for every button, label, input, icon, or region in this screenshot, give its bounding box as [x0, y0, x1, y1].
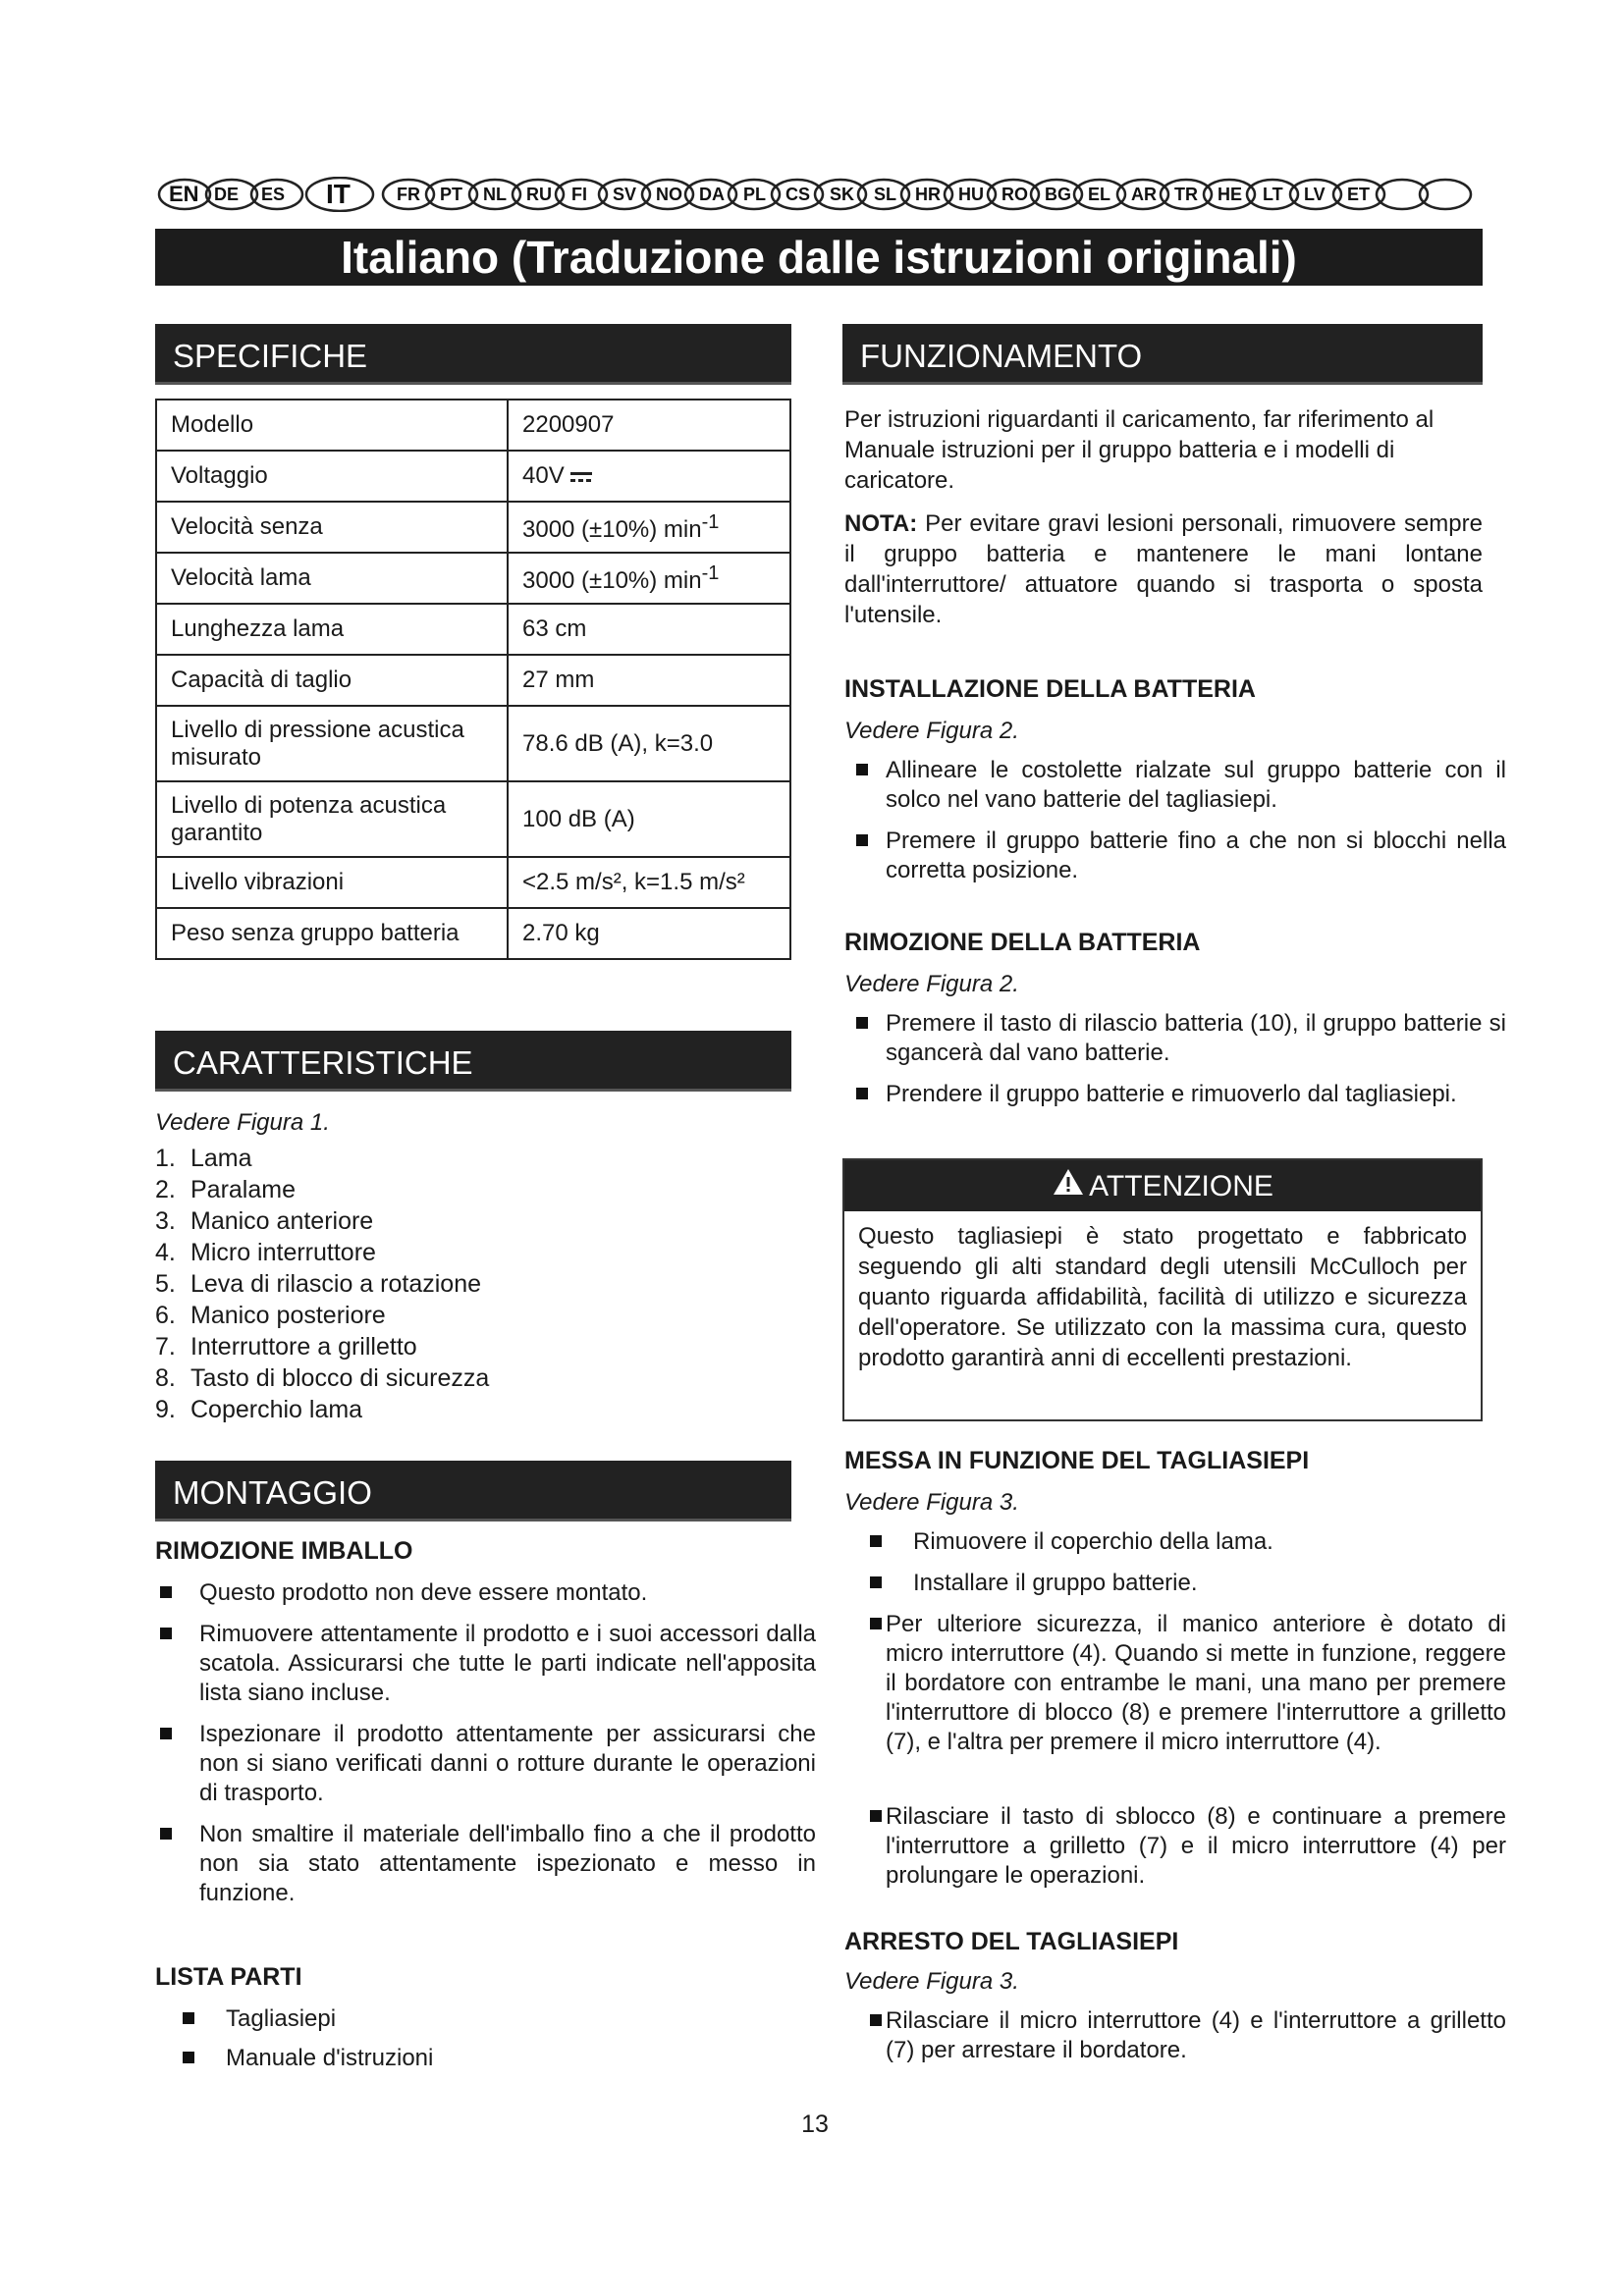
bullet-text: Manuale d'istruzioni — [226, 2045, 434, 2071]
lang-tab-ro[interactable]: RO — [1001, 185, 1028, 204]
spec-key: Lunghezza lama — [156, 604, 508, 655]
language-tab-bar — [157, 177, 1483, 212]
feature-label: Micro interruttore — [190, 1239, 376, 1266]
feature-label: Coperchio lama — [190, 1396, 363, 1423]
spec-value: 2.70 kg — [508, 908, 790, 959]
lang-tab-et[interactable]: ET — [1347, 185, 1371, 204]
table-row — [156, 908, 790, 959]
see-figure-3: Vedere Figura 3. — [844, 1489, 1019, 1516]
subheading-installazione-batteria: INSTALLAZIONE DELLA BATTERIA — [844, 675, 1256, 703]
table-row — [156, 451, 790, 502]
table-row — [156, 857, 790, 908]
feature-label: Leva di rilascio a rotazione — [190, 1270, 481, 1298]
bullet-text: Premere il gruppo batterie fino a che non si blocchi nella corretta posizione. — [886, 828, 1506, 883]
lang-tab-no[interactable]: NO — [656, 185, 682, 204]
bullet-square-icon — [856, 764, 868, 775]
list-item — [913, 1569, 1506, 1598]
spec-value: 40V — [522, 462, 565, 489]
bullet-text: Premere il tasto di rilascio batteria (10), il gruppo batterie si sgancerà dal vano batterie. — [886, 1010, 1506, 1066]
lang-tab-cs[interactable]: CS — [785, 185, 811, 204]
bullet-square-icon — [183, 2052, 194, 2063]
warning-box — [842, 1158, 1483, 1421]
list-item — [886, 1802, 1506, 1891]
page-title: Italiano (Traduzione dalle istruzioni originali) — [155, 229, 1483, 286]
bullet-text: Prendere il gruppo batterie e rimuoverlo dal tagliasiepi. — [886, 1081, 1457, 1107]
list-item — [199, 1620, 816, 1708]
list-item — [886, 1080, 1506, 1109]
warning-title: ATTENZIONE — [1089, 1170, 1273, 1202]
list-item — [226, 2004, 815, 2034]
bullet-text: Allineare le costolette rialzate sul gruppo batterie con il solco nel vano batterie del tagliasiepi. — [886, 757, 1506, 813]
table-row — [156, 604, 790, 655]
list-item — [886, 756, 1506, 815]
list-item: 7. Interruttore a grilletto — [155, 1333, 417, 1361]
feature-label: Lama — [190, 1145, 252, 1172]
see-figure-2: Vedere Figura 2. — [844, 971, 1019, 997]
spec-value: <2.5 m/s², k=1.5 m/s² — [508, 857, 790, 908]
bullet-square-icon — [160, 1828, 172, 1840]
list-item: 1. Lama — [155, 1145, 252, 1172]
lang-tab-de[interactable]: DE — [214, 185, 240, 204]
bullet-text: Rilasciare il micro interruttore (4) e l'interruttore a grilletto (7) per arrestare il bordatore. — [886, 2007, 1506, 2063]
spec-key: Capacità di taglio — [156, 655, 508, 706]
feature-label: Tasto di blocco di sicurezza — [190, 1364, 490, 1392]
spec-value: 3000 (±10%) min — [522, 566, 702, 594]
list-item — [886, 827, 1506, 885]
bullet-square-icon — [870, 1535, 882, 1547]
lang-tab-el[interactable]: EL — [1088, 185, 1111, 204]
language-tab-outline — [157, 177, 1483, 212]
lang-tab-fr[interactable]: FR — [397, 185, 420, 204]
bullet-square-icon — [856, 1017, 868, 1029]
spec-value-superscript: -1 — [701, 561, 720, 584]
list-item: 4. Micro interruttore — [155, 1239, 376, 1266]
spec-key: Velocità senza — [156, 502, 508, 553]
bullet-text: Non smaltire il materiale dell'imballo fino a che il prodotto non sia stato attentamente ispezionato e messo in funzione. — [199, 1821, 816, 1906]
spec-key: Livello di potenza acustica garantito — [156, 781, 508, 857]
list-item: 5. Leva di rilascio a rotazione — [155, 1270, 481, 1298]
list-item — [226, 2044, 815, 2073]
table-row — [156, 553, 790, 604]
page-number: 13 — [801, 2110, 829, 2138]
subheading-messa-in-funzione: MESSA IN FUNZIONE DEL TAGLIASIEPI — [844, 1447, 1310, 1474]
list-item: 9. Coperchio lama — [155, 1396, 363, 1423]
table-row — [156, 655, 790, 706]
bullet-square-icon — [160, 1628, 172, 1639]
feature-label: Interruttore a grilletto — [190, 1333, 417, 1361]
bullet-text: Rimuovere attentamente il prodotto e i suoi accessori dalla scatola. Assicurarsi che tutte le parti indicate nell'apposita lista siano incluse. — [199, 1621, 816, 1706]
table-row — [156, 400, 790, 451]
bullet-text: Questo prodotto non deve essere montato. — [199, 1579, 648, 1606]
lang-tab-hr[interactable]: HR — [915, 185, 941, 204]
bullet-square-icon — [870, 2014, 882, 2026]
spec-value-superscript: -1 — [701, 510, 720, 533]
spec-value: 27 mm — [508, 655, 790, 706]
bullet-square-icon — [160, 1728, 172, 1739]
lang-tab-sk[interactable]: SK — [830, 185, 855, 204]
subheading-rimozione-batteria: RIMOZIONE DELLA BATTERIA — [844, 929, 1201, 956]
list-item — [886, 1009, 1506, 1068]
list-item — [886, 1610, 1506, 1757]
dc-current-icon — [570, 472, 592, 482]
intro-paragraph: Per istruzioni riguardanti il caricamento, far riferimento al Manuale istruzioni per il gruppo batteria e i modelli di caricatore. — [844, 406, 1435, 494]
spec-value: 2200907 — [508, 400, 790, 451]
list-item — [886, 2006, 1506, 2065]
see-figure-3: Vedere Figura 3. — [844, 1968, 1019, 1995]
bullet-text: Per ulteriore sicurezza, il manico anteriore è dotato di micro interruttore (4). Quando si mette in funzione, reggere il bordatore con entrambe le mani, una mano per premere l'interruttore di blocco (8) e premere l'interruttore a grilletto (7), e l'altra per premere il micro interruttore (4). — [886, 1611, 1506, 1755]
lang-tab-lt[interactable]: LT — [1263, 185, 1283, 204]
spec-value-cell — [508, 502, 790, 553]
list-item — [199, 1820, 816, 1908]
bullet-text: Rimuovere il coperchio della lama. — [913, 1528, 1273, 1555]
spec-key: Modello — [156, 400, 508, 451]
bullet-square-icon — [183, 2012, 194, 2024]
bullet-text: Ispezionare il prodotto attentamente per assicurarsi che non si siano verificati danni o rotture durante le operazioni di trasporto. — [199, 1721, 816, 1806]
list-item — [913, 1527, 1506, 1557]
lang-tab-nl[interactable]: NL — [483, 185, 507, 204]
subheading-lista-parti: LISTA PARTI — [155, 1963, 302, 1991]
list-item — [199, 1578, 816, 1608]
lang-tab-hu[interactable]: HU — [958, 185, 984, 204]
specifications-table — [155, 399, 791, 960]
lang-tab-es[interactable]: ES — [261, 185, 286, 204]
section-heading-funzionamento: FUNZIONAMENTO — [842, 324, 1483, 385]
note-paragraph — [844, 508, 1483, 630]
table-row — [156, 706, 790, 781]
features-list — [155, 1143, 489, 1425]
subheading-rimozione-imballo: RIMOZIONE IMBALLO — [155, 1537, 413, 1565]
bullet-square-icon — [870, 1618, 882, 1629]
subheading-arresto: ARRESTO DEL TAGLIASIEPI — [844, 1928, 1179, 1955]
list-item: 6. Manico posteriore — [155, 1302, 386, 1329]
spec-value-cell — [508, 553, 790, 604]
table-row — [156, 781, 790, 857]
lang-tab-sv[interactable]: SV — [613, 185, 637, 204]
see-figure-2: Vedere Figura 2. — [844, 718, 1019, 744]
feature-label: Paralame — [190, 1176, 296, 1203]
spec-value: 100 dB (A) — [508, 781, 790, 857]
note-text: Per evitare gravi lesioni personali, rimuovere sempre il gruppo batteria e mantenere le mani lontane dall'interruttore/ attuatore quando si trasporta o sposta l'utensile. — [844, 510, 1483, 628]
lang-tab-sl[interactable]: SL — [874, 185, 897, 204]
lang-tab-pl[interactable]: PL — [743, 185, 767, 204]
lang-tab-ar[interactable]: AR — [1131, 185, 1157, 204]
spec-value: 78.6 dB (A), k=3.0 — [508, 706, 790, 781]
spec-key: Peso senza gruppo batteria — [156, 908, 508, 959]
bullet-square-icon — [870, 1576, 882, 1588]
spec-key: Velocità lama — [156, 553, 508, 604]
spec-key: Livello vibrazioni — [156, 857, 508, 908]
warning-triangle-icon — [1052, 1161, 1085, 1214]
spec-value: 3000 (±10%) min — [522, 515, 702, 543]
spec-value-cell — [508, 451, 790, 502]
warning-header — [844, 1160, 1481, 1211]
feature-label: Manico posteriore — [190, 1302, 386, 1329]
see-figure-1: Vedere Figura 1. — [155, 1109, 330, 1136]
list-item: 3. Manico anteriore — [155, 1207, 374, 1235]
lang-tab-tr[interactable]: TR — [1174, 185, 1198, 204]
spec-value: 63 cm — [508, 604, 790, 655]
lang-tab-en[interactable]: EN — [169, 182, 199, 206]
spec-key: Voltaggio — [156, 451, 508, 502]
lang-tab-fi[interactable]: FI — [571, 185, 587, 204]
bullet-text: Installare il gruppo batterie. — [913, 1570, 1198, 1596]
list-item: 2. Paralame — [155, 1176, 296, 1203]
bullet-square-icon — [856, 834, 868, 846]
section-heading-specifiche: SPECIFICHE — [155, 324, 791, 385]
list-item — [199, 1720, 816, 1808]
section-heading-caratteristiche: CARATTERISTICHE — [155, 1031, 791, 1092]
lang-tab-lv[interactable]: LV — [1304, 185, 1326, 204]
bullet-text: Rilasciare il tasto di sblocco (8) e continuare a premere l'interruttore a grilletto (7) e il micro interruttore (4) per prolungare le operazioni. — [886, 1803, 1506, 1889]
bullet-square-icon — [856, 1088, 868, 1099]
warning-text: Questo tagliasiepi è stato progettato e fabbricato seguendo gli alti standard degli utensili McCulloch per quanto riguarda affidabilità, facilità di utilizzo e sicurezza dell'operatore. Se utilizzato con la massima cura, questo prodotto garantirà anni di eccellenti prestazioni. — [858, 1223, 1467, 1371]
table-row — [156, 502, 790, 553]
lang-tab-pt[interactable]: PT — [440, 185, 463, 204]
lang-tab-ru[interactable]: RU — [526, 185, 552, 204]
lang-tab-bg[interactable]: BG — [1045, 185, 1071, 204]
lang-tab-da[interactable]: DA — [699, 185, 725, 204]
list-item: 8. Tasto di blocco di sicurezza — [155, 1364, 490, 1392]
bullet-text: Tagliasiepi — [226, 2005, 337, 2032]
lang-tab-it-active[interactable]: IT — [326, 179, 351, 209]
bullet-square-icon — [160, 1586, 172, 1598]
section-heading-montaggio: MONTAGGIO — [155, 1461, 791, 1522]
note-label: NOTA: — [844, 510, 918, 537]
spec-key: Livello di pressione acustica misurato — [156, 706, 508, 781]
feature-label: Manico anteriore — [190, 1207, 374, 1235]
bullet-square-icon — [870, 1810, 882, 1822]
lang-tab-he[interactable]: HE — [1218, 185, 1243, 204]
